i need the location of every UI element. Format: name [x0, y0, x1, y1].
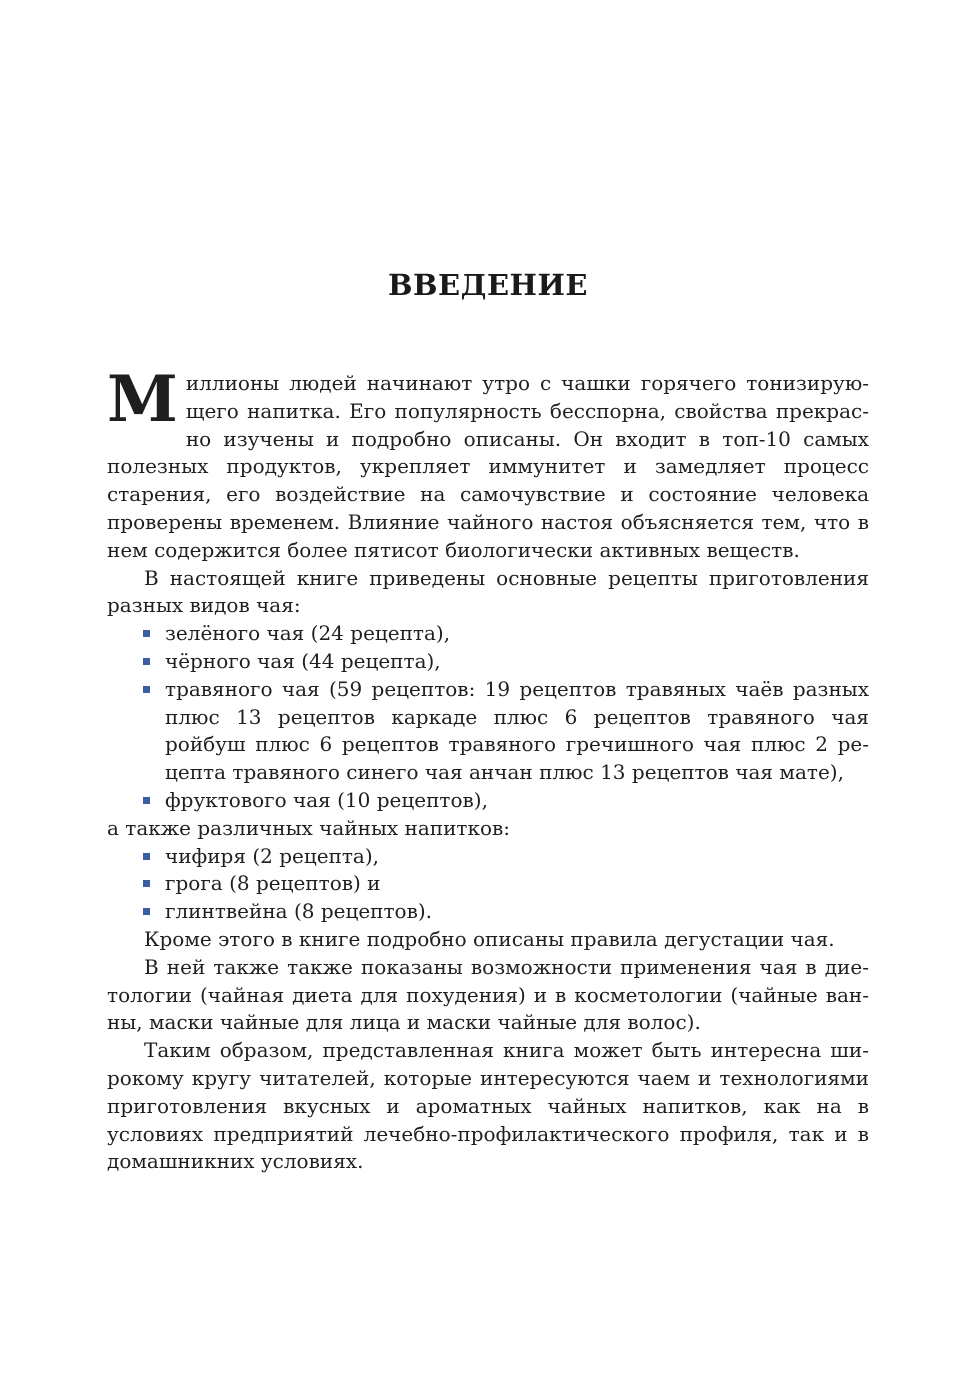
- body-text: [107, 362, 869, 1176]
- list-item-text: зелёного чая (24 рецепта),: [165, 621, 451, 646]
- tea-list: [107, 620, 869, 815]
- list-item-text: грога (8 рецептов) и: [165, 871, 381, 896]
- square-bullet-icon: [143, 797, 150, 804]
- list-item-text: фруктового чая (10 рецептов),: [165, 787, 488, 812]
- list-item-text: глинтвейна (8 рецептов).: [165, 899, 433, 924]
- tasting-paragraph: Кроме этого в книге подробно описаны правила дегустации чая.: [144, 926, 835, 951]
- drop-cap: М: [107, 362, 178, 437]
- square-bullet-icon: [143, 853, 150, 860]
- intro-paragraph: [107, 362, 869, 565]
- intro-text: иллионы людей начинают утро с чашки горячего тонизирующего напитка. Его популярность бесспорна, свойства прекрасно изучены и подробно описаны. Он входит в топ-10 самых полезных продуктов, укрепляет иммунитет и замедляет процесс старения, его воздействие на самочувствие и состояние человека проверены временем. Влияние чайного настоя объясняется тем, что в нем содержится более пятисот биологически активных веществ.: [107, 371, 869, 562]
- square-bullet-icon: [143, 658, 150, 665]
- list-item: [107, 898, 869, 926]
- list-item: [107, 620, 869, 648]
- square-bullet-icon: [143, 630, 150, 637]
- list-item: [107, 870, 869, 898]
- recipes-lead-paragraph: В настоящей книге приведены основные рецепты приготовления разных видов чая:: [107, 565, 869, 618]
- list-item: [107, 787, 869, 815]
- list-item: [107, 676, 869, 787]
- square-bullet-icon: [143, 908, 150, 915]
- list-item-text: травяного чая (59 рецептов: 19 рецептов травяных чаёв разных плюс 13 рецептов каркаде плюс 6 рецептов травяного чая ройбуш плюс 6 рецептов травяного гречишного чая плюс 2 рецепта травяного синего чая анчан плюс 13 рецептов чая мате),: [165, 676, 869, 785]
- square-bullet-icon: [143, 880, 150, 887]
- list-item-text: чёрного чая (44 рецепта),: [165, 648, 441, 673]
- conclusion-paragraph: Таким образом, представленная книга может быть интересна широкому кругу читателей, которые интересуются чаем и технологиями приготовления вкусных и ароматных чайных напитков, как на в условиях предприятий лечебно-профилактического профиля, так и в домашникних условиях.: [107, 1038, 869, 1174]
- dietology-paragraph: В ней также также показаны возможности применения чая в диетологии (чайная диета для похудения) и в косметологии (чайные ванны, маски чайные для лица и маски чайные для волос).: [107, 954, 869, 1035]
- page-title: ВВЕДЕНИЕ: [388, 268, 588, 302]
- list-item: [107, 648, 869, 676]
- square-bullet-icon: [143, 686, 150, 693]
- drinks-lead-paragraph: а также различных чайных напитков:: [107, 815, 511, 840]
- list-item-text: чифиря (2 рецепта),: [165, 843, 380, 868]
- drinks-list: [107, 843, 869, 926]
- list-item: [107, 843, 869, 871]
